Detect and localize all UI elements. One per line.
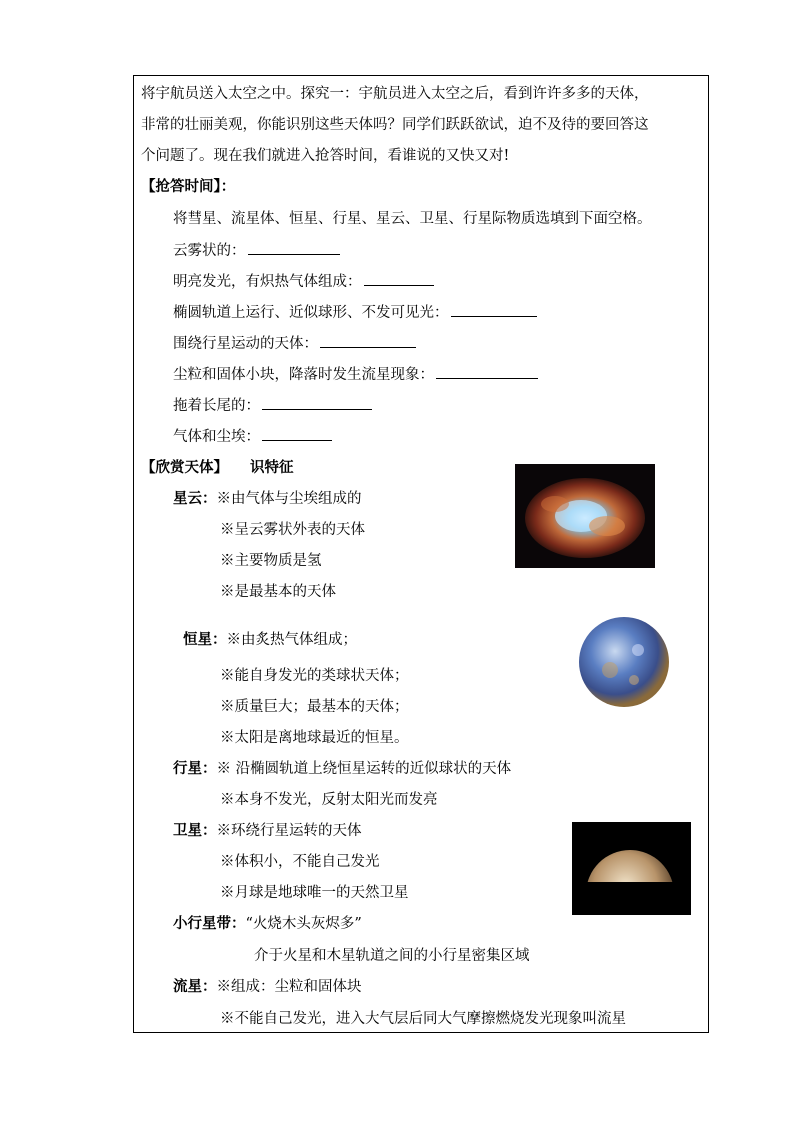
- meteor-label: 流星：: [173, 978, 217, 995]
- star-label: 恒星：: [183, 631, 227, 648]
- meteor-line: 流星：※组成：尘粒和固体块: [173, 978, 362, 995]
- asteroid-desc: 介于火星和木星轨道之间的小行星密集区域: [254, 948, 530, 964]
- planet-line: 行星：※ 沿椭圆轨道上绕恒星运转的近似球状的天体: [173, 760, 512, 777]
- satellite-line: 卫星：※环绕行星运转的天体: [173, 822, 362, 839]
- planet-label: 行星：: [173, 760, 217, 777]
- nebula-line: 星云：※由气体与尘埃组成的: [173, 490, 362, 507]
- quiz-item: 云雾状的：: [173, 240, 340, 261]
- quiz-item: 尘粒和固体小块，降落时发生流星现象：: [173, 364, 538, 385]
- asteroid-label: 小行星带：: [173, 915, 246, 932]
- answer-blank[interactable]: [248, 240, 340, 255]
- answer-blank[interactable]: [262, 426, 332, 441]
- quiz-item: 椭圆轨道上运行、近似球形、不发可见光：: [173, 302, 537, 323]
- nebula-point: ※是最基本的天体: [220, 584, 336, 600]
- answer-blank[interactable]: [262, 395, 372, 410]
- star-point: ※质量巨大；最基本的天体；: [220, 699, 409, 715]
- answer-blank[interactable]: [436, 364, 538, 379]
- quiz-item: 围绕行星运动的天体：: [173, 333, 416, 354]
- star-point: ※太阳是离地球最近的恒星。: [220, 730, 409, 746]
- satellite-point: ※体积小，不能自己发光: [220, 854, 380, 870]
- quiz-heading: 【抢答时间】：: [141, 178, 236, 195]
- quiz-item: 明亮发光，有炽热气体组成：: [173, 271, 434, 292]
- answer-blank[interactable]: [364, 271, 434, 286]
- nebula-point: ※呈云雾状外表的天体: [220, 522, 365, 538]
- quiz-item: 拖着长尾的：: [173, 395, 372, 416]
- nebula-point: ※主要物质是氢: [220, 553, 322, 569]
- asteroid-line: 小行星带：“火烧木头灰烬多”: [173, 915, 362, 932]
- star-image: [576, 614, 672, 710]
- intro-line-3: 个问题了。现在我们就进入抢答时间，看谁说的又快又对!: [141, 148, 510, 164]
- satellite-image: [572, 822, 691, 915]
- quiz-item: 气体和尘埃：: [173, 426, 332, 447]
- quiz-instruction: 将彗星、流星体、恒星、行星、星云、卫星、行星际物质选填到下面空格。: [173, 211, 652, 227]
- answer-blank[interactable]: [451, 302, 537, 317]
- meteor-point: ※不能自己发光，进入大气层后同大气摩擦燃烧发光现象叫流星: [220, 1011, 626, 1027]
- intro-line-2: 非常的壮丽美观，你能识别这些天体吗？同学们跃跃欲试，迫不及待的要回答这: [141, 117, 649, 133]
- star-point: ※能自身发光的类球状天体；: [220, 668, 409, 684]
- answer-blank[interactable]: [320, 333, 416, 348]
- appreciate-heading: 【欣赏天体】 识特征: [141, 459, 294, 476]
- satellite-point: ※月球是地球唯一的天然卫星: [220, 885, 409, 901]
- nebula-label: 星云：: [173, 490, 217, 507]
- satellite-label: 卫星：: [173, 822, 217, 839]
- planet-point: ※本身不发光，反射太阳光而发亮: [220, 792, 438, 808]
- intro-line-1: 将宇航员送入太空之中。探究一：宇航员进入太空之后，看到许许多多的天体，: [141, 86, 649, 102]
- nebula-image: [515, 464, 655, 568]
- star-line: 恒星：※由炙热气体组成；: [183, 631, 357, 648]
